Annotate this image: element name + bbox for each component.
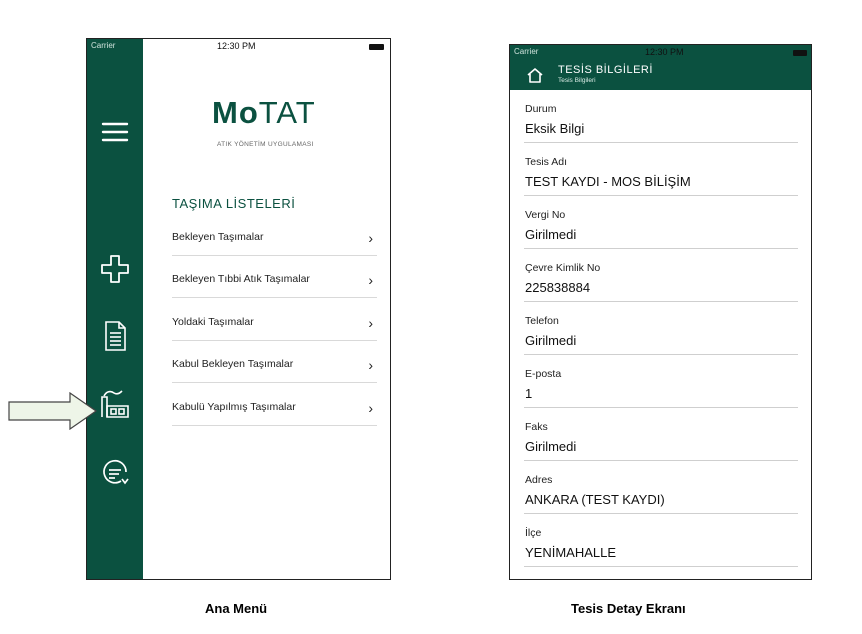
field-value: Girilmedi <box>525 439 577 454</box>
field-durum <box>524 90 798 143</box>
chevron-right-icon: › <box>368 357 373 373</box>
nav-header <box>510 45 811 90</box>
field-value: TEST KAYDI - MOS BİLİŞİM <box>525 174 691 189</box>
field-value: ANKARA (TEST KAYDI) <box>525 492 665 507</box>
field-value: Girilmedi <box>525 333 577 348</box>
field-vergi-no <box>524 196 798 249</box>
logo-bold-text: Mo <box>212 95 259 130</box>
factory-icon[interactable] <box>99 388 131 420</box>
menu-item-label: Bekleyen Taşımalar <box>172 231 264 243</box>
chevron-right-icon: › <box>368 400 373 416</box>
menu-item-yoldaki[interactable] <box>172 299 377 341</box>
battery-icon <box>793 50 807 56</box>
plus-icon[interactable] <box>99 253 131 285</box>
clock-label: 12:30 PM <box>217 41 256 51</box>
battery-icon <box>369 44 384 50</box>
pointer-arrow-icon <box>8 392 98 435</box>
menu-item-label: Kabul Bekleyen Taşımalar <box>172 358 294 370</box>
field-ilce <box>524 514 798 567</box>
menu-item-label: Kabulü Yapılmış Taşımalar <box>172 401 296 413</box>
hamburger-icon[interactable] <box>99 117 131 149</box>
status-bar <box>87 39 390 55</box>
caption-facility-detail: Tesis Detay Ekranı <box>571 601 686 616</box>
menu-item-bekleyen[interactable] <box>172 214 377 256</box>
field-value: YENİMAHALLE <box>525 545 617 560</box>
field-label: E-posta <box>525 368 562 380</box>
field-label: İlçe <box>525 527 542 539</box>
field-e-posta <box>524 355 798 408</box>
caption-main-menu: Ana Menü <box>205 601 268 616</box>
document-icon[interactable] <box>99 320 131 352</box>
field-label: Durum <box>525 103 557 115</box>
app-logo <box>212 95 316 131</box>
page-subtitle: Tesis Bilgileri <box>558 77 596 84</box>
menu-item-label: Bekleyen Tıbbi Atık Taşımalar <box>172 273 310 285</box>
list-section-title: TAŞIMA LİSTELERİ <box>172 196 296 211</box>
field-label: Vergi No <box>525 209 566 221</box>
home-icon[interactable] <box>526 67 544 83</box>
menu-item-tibbi-atik[interactable] <box>172 256 377 298</box>
field-faks <box>524 408 798 461</box>
field-label: Telefon <box>525 315 559 327</box>
field-value: 1 <box>525 386 533 401</box>
logo-thin-text: TAT <box>258 95 316 130</box>
app-subtitle: ATIK YÖNETİM UYGULAMASI <box>217 141 314 148</box>
chevron-right-icon: › <box>368 230 373 246</box>
field-label: Çevre Kimlik No <box>525 262 601 274</box>
menu-item-label: Yoldaki Taşımalar <box>172 316 254 328</box>
sidebar <box>87 39 143 579</box>
field-adres <box>524 461 798 514</box>
field-value: 225838884 <box>525 280 591 295</box>
chevron-right-icon: › <box>368 272 373 288</box>
field-label: Tesis Adı <box>525 156 568 168</box>
field-label: Adres <box>525 474 553 486</box>
page-title: TESİS BİLGİLERİ <box>558 64 653 76</box>
menu-item-kabulu-yapilmis[interactable] <box>172 384 377 426</box>
field-telefon <box>524 302 798 355</box>
clock-label: 12:30 PM <box>645 47 684 57</box>
field-tesis-adi <box>524 143 798 196</box>
field-value: Girilmedi <box>525 227 577 242</box>
menu-item-kabul-bekleyen[interactable] <box>172 341 377 383</box>
carrier-label: Carrier <box>91 41 116 50</box>
field-value: Eksik Bilgi <box>525 121 585 136</box>
history-icon[interactable] <box>99 455 131 487</box>
facility-detail-screen <box>509 44 812 580</box>
field-cevre-kimlik-no <box>524 249 798 302</box>
field-label: Faks <box>525 421 548 433</box>
carrier-label: Carrier <box>514 47 539 56</box>
main-menu-screen <box>86 38 391 580</box>
chevron-right-icon: › <box>368 315 373 331</box>
